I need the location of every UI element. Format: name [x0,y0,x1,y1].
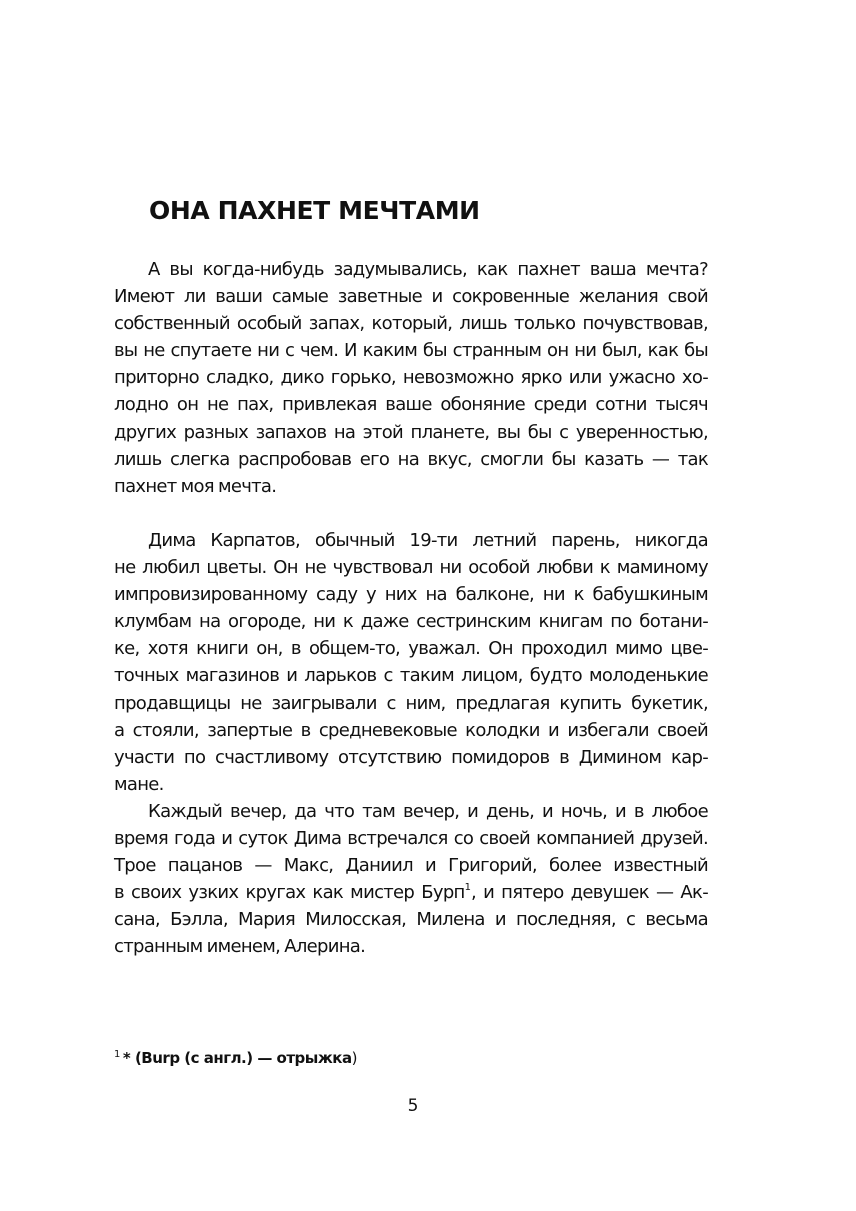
footnote [114,1044,357,1069]
text-line: Дима Карпатов, обычный 19-ти летний парень, никогда [148,530,708,551]
text-line: вы не спутаете ни с чем. И каким бы странным он ни был, как бы [114,340,708,362]
text-line: лодно он не пах, привлекая ваше обоняние среди сотни тысяч [114,394,708,416]
text-line: Трое пацанов — Макс, Даниил и Григорий, более известный [114,855,708,877]
text-line: ке, хотя книги он, в общем-то, уважал. Он проходил мимо цве- [114,638,708,660]
text-segment: , и пятеро девушек — Ак- [471,882,708,904]
text-line: А вы когда-нибудь задумывались, как пахнет ваша мечта? [148,259,708,280]
body-text [114,256,708,500]
paragraph [114,256,708,500]
chapter-title: ОНА ПАХНЕТ МЕЧТАМИ [149,196,480,225]
text-line: других разных запахов на этой планете, вы бы с уверенностью, [114,421,708,443]
footnote-star: * [122,1049,135,1067]
text-line: странным именем, Алерина. [114,936,366,958]
text-line: продавщицы не заигрывали с ним, предлагая купить букетик, [114,692,708,714]
text-line: пахнет моя мечта. [114,475,277,497]
text-line: участи по счастливому отсутствию помидоров в Димином кар- [114,746,708,768]
text-line: импровизированному саду у них на балконе, ни к бабушкиным [114,584,708,606]
text-line: время года и суток Дима встречался со своей компанией друзей. [114,828,708,850]
text-line: Каждый вечер, да что там вечер, и день, и ночь, и в любое [148,800,708,822]
text-line: а стояли, запертые в средневековые колодки и избегали своей [114,719,708,741]
body-text [114,527,708,961]
text-line: сана, Бэлла, Мария Милосская, Милена и последняя, с весьма [114,909,708,931]
page-number: 5 [407,1096,419,1116]
footnote-reference[interactable]: 1 [464,882,471,894]
text-line: не любил цветы. Он не чувствовал ни особой любви к маминому [114,557,708,579]
text-line: клумбам на огороде, ни к даже сестринским книгам по ботани- [114,611,708,633]
text-line: мане. [114,773,164,795]
text-line: точных магазинов и ларьков с таким лицом, будто молоденькие [114,665,708,687]
text-segment: в своих узких кругах как мистер Бурп [114,882,465,904]
text-line: собственный особый запах, который, лишь только почувствовав, [114,313,708,335]
text-line: лишь слегка распробовав его на вкус, смогли бы казать — так [114,448,708,470]
text-line: Имеют ли ваши самые заветные и сокровенные желания свой [114,286,708,308]
footnote-close: ) [351,1049,357,1067]
footnote-number: 1 [114,1049,120,1060]
text-line-with-footnote-ref [114,879,708,906]
text-line: приторно сладко, дико горько, невозможно ярко или ужасно хо- [114,367,708,389]
paragraph [114,527,708,798]
paragraph [114,798,708,961]
footnote-text: (Burp (с англ.) — отрыжка [134,1049,352,1067]
